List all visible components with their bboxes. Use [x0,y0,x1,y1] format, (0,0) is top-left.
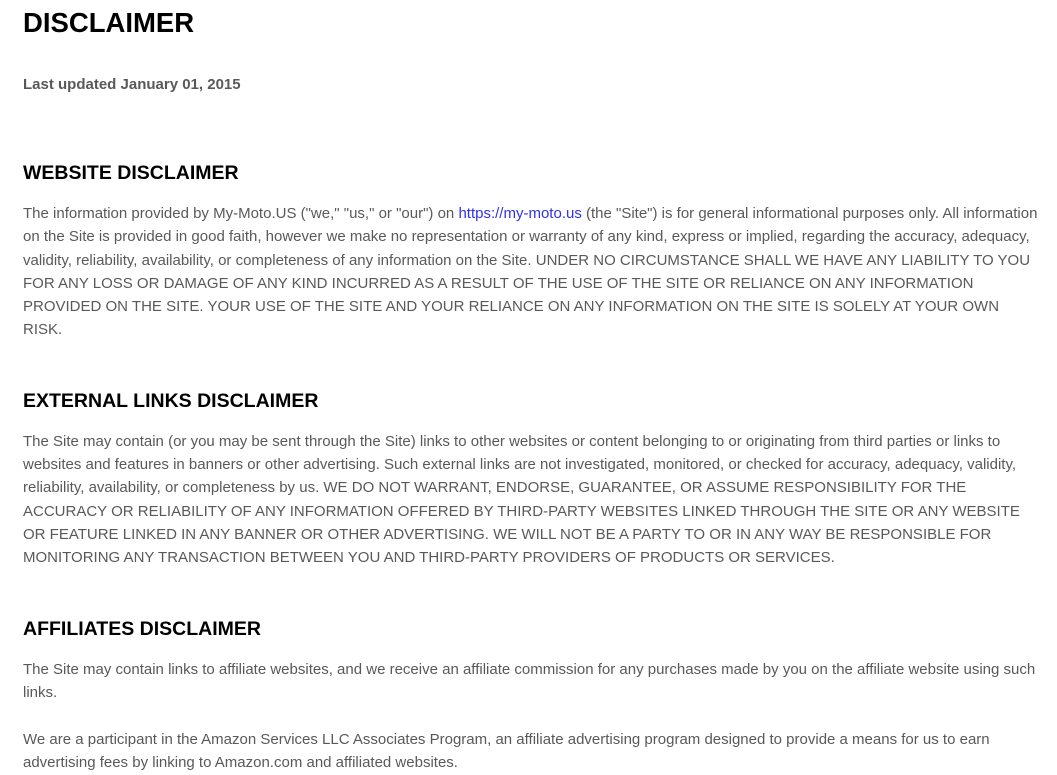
affiliates-disclaimer-text: The Site may contain links to affiliate websites, and we receive an affiliate commission for any purchases made by you on the affiliate website using such links. [23,660,1036,701]
external-links-disclaimer-text: The Site may contain (or you may be sent through the Site) links to other websites or content belonging to or originating from third parties or links to websites and features in banners or other advertising. Such external links are not investigated, monitored, or checked for accuracy, adequacy, validity, reliability, availability, or completeness by us. WE DO NOT WARRANT, ENDORSE, GUARANTEE, OR ASSUME RESPONSIBILITY FOR THE ACCURACY OR RELIABILITY OF ANY INFORMATION OFFERED BY THIRD-PARTY WEBSITES LINKED THROUGH THE SITE OR ANY WEBSITE OR FEATURE LINKED IN ANY BANNER OR OTHER ADVERTISING. WE WILL NOT BE A PARTY TO OR IN ANY WAY BE RESPONSIBLE FOR MONITORING ANY TRANSACTION BETWEEN YOU AND THIRD-PARTY PROVIDERS OF PRODUCTS OR SERVICES. [23,432,1020,567]
site-link[interactable]: https://my-moto.us [458,205,582,222]
website-disclaimer-text [23,202,1041,342]
last-updated-date: Last updated January 01, 2015 [23,76,241,93]
website-disclaimer-text-end: (the "Site") is for general informational purposes only. All information on the Site is provided in good faith, however we make no representation or warranty of any kind, express or implied, regarding the accuracy, adequacy, validity, reliability, availability, or completeness of any information on the Site. UNDER NO CIRCUMSTANCE SHALL WE HAVE ANY LIABILITY TO YOU FOR ANY LOSS OR DAMAGE OF ANY KIND INCURRED AS A RESULT OF THE USE OF THE SITE OR RELIANCE ON ANY INFORMATION PROVIDED ON THE SITE. YOUR USE OF THE SITE AND YOUR RELIANCE ON ANY INFORMATION ON THE SITE IS SOLELY AT YOUR OWN RISK. [23,205,1038,339]
website-disclaimer-heading: WEBSITE DISCLAIMER [23,162,239,184]
page-title: DISCLAIMER [23,7,195,38]
amazon-associates-text: We are a participant in the Amazon Services LLC Associates Program, an affiliate advertising program designed to provide a means for us to earn advertising fees by linking to Amazon.com and affiliated websites. [23,731,990,772]
external-links-disclaimer-heading: EXTERNAL LINKS DISCLAIMER [23,389,319,412]
affiliates-disclaimer-heading: AFFILIATES DISCLAIMER [23,617,261,640]
website-disclaimer-text-start: The information provided by My-Moto.US ("we," "us," or "our") on [23,205,459,222]
